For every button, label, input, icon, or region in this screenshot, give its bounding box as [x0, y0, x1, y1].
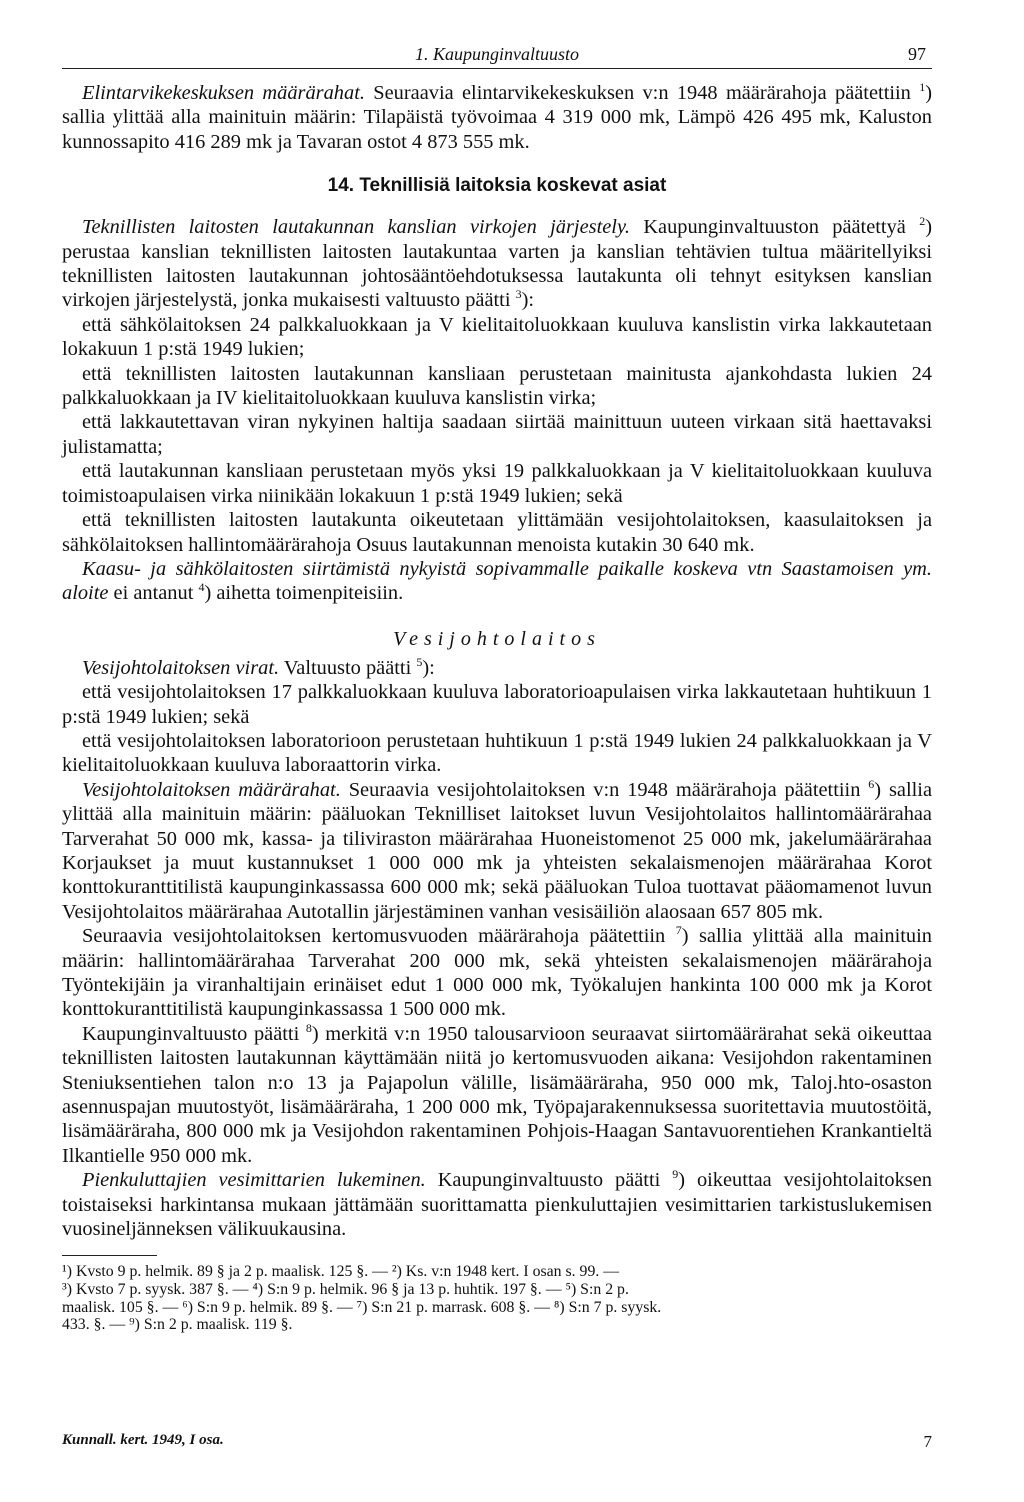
text: ) sallia ylittää alla mainituin määrin: Tilapäistä työvoimaa 4 319 000 mk, Lämpö 426 495 mk, Kaluston kunnossapito 416 289 mk ja Tavaran ostot 4 873 555 mk. — [62, 82, 932, 153]
decision-item: että lautakunnan kansliaan perustetaan myös yksi 19 palkkaluokkaan ja V kielitaitoluokkaan kuuluva toimistoapulaisen virka niinikään lokakuun 1 p:stä 1949 lukien; sekä — [62, 460, 932, 507]
text: Valtuusto päätti — [279, 656, 417, 679]
decision-item: että teknillisten laitosten lautakunta oikeutetaan ylittämään vesijohtolaitoksen, kaasulaitoksen ja sähkölaitoksen hallintomäärärahoja Osuus lautakunnan menoista kutakin 30 640 mk. — [62, 509, 932, 556]
footnote-ref: 1 — [919, 80, 926, 95]
text: Seuraavia elintarvikekeskuksen v:n 1948 määrärahoja päätettiin — [364, 82, 920, 104]
text: ): — [521, 289, 535, 312]
paragraph-heading: Kaasu- ja sähkölaitosten siirtämistä nykyistä sopivammalle paikalle koskeva vtn Saastamoisen ym. aloite — [62, 557, 932, 605]
footnote-divider — [62, 1255, 157, 1256]
paragraph-food-center-appropriations — [62, 81, 932, 154]
page-footer — [62, 1432, 932, 1449]
text: ) aihetta toimenpiteisiin. — [204, 582, 404, 605]
text: ) oikeuttaa vesijohtolaitoksen toistaiseksi harkintansa mukaan jättämään suorittamatta pienkuluttajien vesimittarien tarkistuslukemisen vuosineljänneksen välikuukausina. — [62, 1169, 932, 1241]
text: ) sallia ylittää alla mainituin määrin: hallintomäärärahaa Tarverahat 200 000 mk, sekä yhteisten sekalaismenojen määrärahoja Työntekijäin ja viranhaltijain erinäiset edut 1 000 000 mk, Työkalujen hankinta 100 000 mk ja Korot konttokuranttitilistä kaupunginkassassa 1 500 000 mk. — [62, 925, 932, 1021]
footnote-line: 433. §. — ⁹) S:n 2 p. maalisk. 119 §. — [62, 1316, 293, 1334]
paragraph-heading: Teknillisten laitosten lautakunnan kanslian virkojen järjestely. — [82, 216, 630, 239]
text: Kaupunginvaltuusto päätti — [82, 1022, 306, 1045]
paragraph-heading: Pienkuluttajien vesimittarien lukeminen. — [82, 1169, 426, 1192]
footnote-ref: 5 — [416, 654, 423, 669]
text: Kaupunginvaltuusto päätti — [425, 1169, 673, 1192]
running-header — [62, 38, 932, 69]
footnote-ref: 9 — [672, 1167, 679, 1182]
decision-item: että teknillisten laitosten lautakunnan kansliaan perustetaan mainitusta ajankohdasta lukien 24 palkkaluokkaan ja IV kielitaitoluokkaan kuuluva kanslistin virka; — [62, 362, 932, 410]
footnote-line: maalisk. 105 §. — ⁶) S:n 9 p. helmik. 89 §. — ⁷) S:n 21 p. marrask. 608 §. — ⁸) S:n 7 p. syysk. — [62, 1298, 662, 1316]
footnote-line: ³) Kvsto 7 p. syysk. 387 §. — ⁴) S:n 9 p. helmik. 96 § ja 13 p. huhtik. 197 §. — ⁵) S:n 2 p. — [62, 1281, 629, 1299]
text: ei antanut — [108, 582, 199, 605]
text: Seuraavia vesijohtolaitoksen kertomusvuoden määrärahoja päätettiin — [82, 925, 676, 948]
footnotes — [62, 1263, 932, 1333]
header-title: 1. Kaupunginvaltuusto — [414, 44, 579, 64]
paragraph-water-meter-reading — [62, 1168, 932, 1241]
paragraph-waterworks-appropriations — [62, 778, 932, 924]
decision-item: että lakkautettavan viran nykyinen haltija saadaan siirtää mainittuun uuteen virkaan sitä haettavaksi julistamatta; — [62, 411, 932, 458]
section-heading: 14. Teknillisiä laitoksia koskevat asiat — [327, 175, 667, 197]
decision-item: että vesijohtolaitoksen 17 palkkaluokkaan kuuluva laboratorioapulaisen virka lakkautetaan huhtikuun 1 p:stä 1949 lukien; sekä — [62, 681, 932, 728]
paragraph-waterworks-posts — [62, 656, 932, 680]
text: ) sallia ylittää alla mainituin määrin: pääluokan Teknilliset laitokset luvun Vesijohtolaitos hallintomäärärahaa Tarverahat 50 000 mk, kassa- ja tiliviraston määrärahaa Huoneistomenot 25 000 mk, jakelumäärärahaa Korjaukset ja muut kustannukset 1 000 000 mk ja yhteisten sekalaismenojen määrärahaa Korot konttokuranttitilistä kaupunginkassassa 600 000 mk; sekä pääluokan Tuloa tuottavat pääomamenot luvun Vesijohtolaitos määrärahaa Autotallin järjestäminen vanhan vesisäiliön alaosaan 657 805 mk. — [62, 778, 933, 923]
subsection-heading: Vesijohtolaitos — [393, 627, 601, 650]
footnote-ref: 8 — [305, 1021, 312, 1036]
text: ) perustaa kanslian teknillisten laitosten lautakuntaa varten ja kanslian tehtävien tultua määritellyiksi teknillisten laitosten lautakunnan johtosääntöehdotuksessa lautakunta oli tehnyt esityksen kanslian virkojen järjestelystä, jonka mukaisesti valtuusto päätti — [62, 216, 932, 312]
decision-item: että sähkölaitoksen 24 palkkaluokkaan ja V kielitaitoluokkaan kuuluva kanslistin virka lakkautetaan lokakuun 1 p:stä 1949 lukien; — [62, 313, 932, 361]
paragraph-transfer-appropriations — [62, 1022, 932, 1168]
decision-item: että vesijohtolaitoksen laboratorioon perustetaan huhtikuun 1 p:stä 1949 lukien 24 palkkaluokkaan ja V kielitaitoluokkaan kuuluva laboraattorin virka. — [62, 729, 932, 777]
footnote-ref: 3 — [515, 287, 522, 302]
page-content — [62, 38, 932, 1334]
footnote-ref: 2 — [919, 214, 926, 229]
signature-mark: 7 — [923, 1432, 932, 1451]
footnote-line: ¹) Kvsto 9 p. helmik. 89 § ja 2 p. maalisk. 125 §. — ²) Ks. v:n 1948 kert. I osan s. 99. — — [62, 1263, 620, 1281]
paragraph-heading: Elintarvikekeskuksen määrärahat. — [82, 82, 365, 104]
text: ): — [422, 656, 435, 679]
text: ) merkitä v:n 1950 talousarvioon seuraavat siirtomäärärahat sekä oikeuttaa teknillisten laitosten lautakunnan käyttämään niitä jo kertomusvuoden aikana: Vesijohdon rakentaminen Steniuksentiehen talon n:o 13 ja Pajapolun välille, lisämääräraha, 950 000 mk, Taloj.hto-osaston asennuspajan muutostyöt, lisämääräraha, 1 200 000 mk, Työpajarakennuksessa suoritettavia muutostöitä, lisämääräraha, 800 000 mk ja Vesijohdon rakentaminen Pohjois-Haagan Santavuorentiehen Krankantieltä Ilkantielle 950 000 mk. — [62, 1022, 932, 1167]
footnote-ref: 4 — [198, 580, 205, 595]
text: Seuraavia vesijohtolaitoksen v:n 1948 määrärahoja päätettiin — [340, 778, 869, 801]
footnote-ref: 6 — [868, 776, 875, 791]
page-number: 97 — [908, 44, 926, 64]
publication-reference: Kunnall. kert. 1949, I osa. — [62, 1432, 224, 1448]
paragraph-current-year-appropriations — [62, 924, 932, 1022]
paragraph-relocation-motion — [62, 557, 932, 606]
text: Kaupunginvaltuuston päätettyä — [629, 216, 920, 239]
paragraph-heading: Vesijohtolaitoksen virat. — [82, 656, 280, 679]
paragraph-heading: Vesijohtolaitoksen määrärahat. — [82, 778, 341, 801]
paragraph-office-posts — [62, 215, 932, 313]
footnote-ref: 7 — [675, 923, 682, 938]
